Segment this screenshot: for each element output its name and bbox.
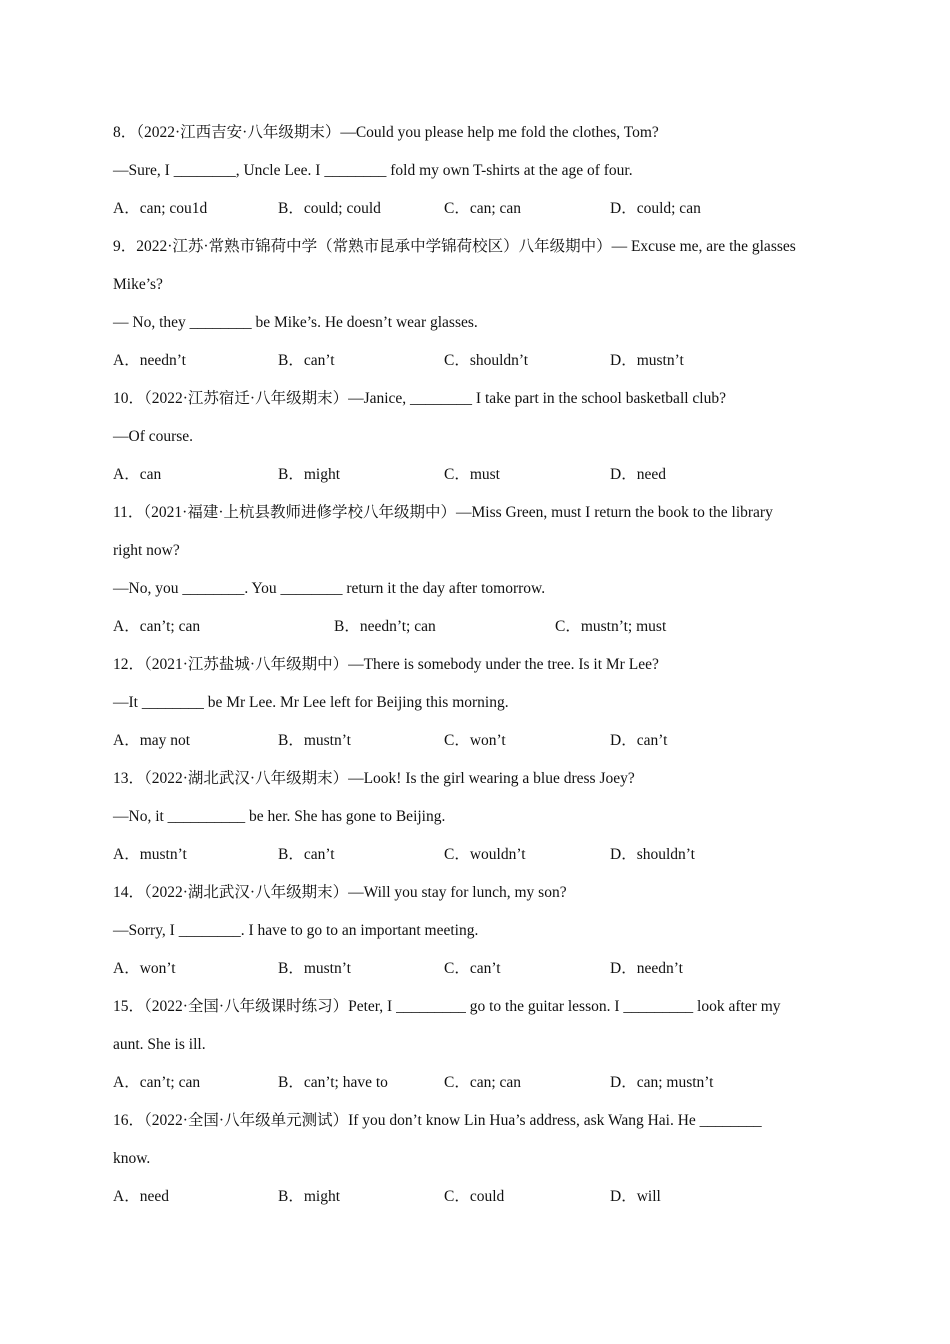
option-d: D．needn’t <box>610 960 683 977</box>
option-a: A．won’t <box>113 960 176 977</box>
option-b: B．mustn’t <box>278 732 351 749</box>
option-d: D．could; can <box>610 200 701 217</box>
option-c: C．can’t <box>444 960 501 977</box>
option-b: B．might <box>278 1188 341 1205</box>
question-10-answer-line: —Of course. <box>113 428 194 445</box>
option-b: B．can’t <box>278 352 335 369</box>
question-14-answer-line: —Sorry, I ________. I have to go to an important meeting. <box>113 922 479 939</box>
option-a: A．can <box>113 466 162 483</box>
question-16-options <box>113 1186 840 1208</box>
option-b: B．needn’t; can <box>334 618 436 635</box>
question-12-stem: 12．（2021·江苏盐城·八年级期中）—There is somebody under the tree. Is it Mr Lee? <box>113 656 659 673</box>
option-c: C．mustn’t; must <box>555 618 667 635</box>
question-11-answer-line: —No, you ________. You ________ return it the day after tomorrow. <box>113 580 546 597</box>
question-9-stem: 9．2022·江苏·常熟市锦荷中学（常熟市昆承中学锦荷校区）八年级期中）— Excuse me, are the glasses <box>113 238 796 255</box>
option-c: C．must <box>444 466 500 483</box>
question-13-options <box>113 844 840 866</box>
option-c: C．won’t <box>444 732 506 749</box>
question-9-answer-line: — No, they ________ be Mike’s. He doesn’t wear glasses. <box>113 314 478 331</box>
option-a: A．needn’t <box>113 352 186 369</box>
question-16-stem-continued: know. <box>113 1150 151 1167</box>
question-11-stem-continued: right now? <box>113 542 180 559</box>
question-11-options <box>113 616 840 638</box>
question-12-answer-line: —It ________ be Mr Lee. Mr Lee left for Beijing this morning. <box>113 694 509 711</box>
option-a: A．mustn’t <box>113 846 187 863</box>
question-9-stem-continued: Mike’s? <box>113 276 163 293</box>
option-c: C．could <box>444 1188 505 1205</box>
question-10-options <box>113 464 840 486</box>
question-15-stem: 15．（2022·全国·八年级课时练习）Peter, I _________ go to the guitar lesson. I _________ look after my <box>113 998 781 1015</box>
question-14-stem: 14．（2022·湖北武汉·八年级期末）—Will you stay for lunch, my son? <box>113 884 567 901</box>
option-b: B．can’t; have to <box>278 1074 388 1091</box>
option-d: D．shouldn’t <box>610 846 695 863</box>
question-15-options <box>113 1072 840 1094</box>
question-16-stem: 16．（2022·全国·八年级单元测试）If you don’t know Lin Hua’s address, ask Wang Hai. He ________ <box>113 1112 762 1129</box>
option-d: D．can’t <box>610 732 668 749</box>
question-13-stem: 13．（2022·湖北武汉·八年级期末）—Look! Is the girl wearing a blue dress Joey? <box>113 770 635 787</box>
option-a: A．may not <box>113 732 191 749</box>
option-d: D．mustn’t <box>610 352 684 369</box>
option-c: C．wouldn’t <box>444 846 526 863</box>
question-11-stem: 11．（2021·福建·上杭县教师进修学校八年级期中）—Miss Green, must I return the book to the library <box>113 504 773 521</box>
question-8-answer-line: —Sure, I ________, Uncle Lee. I ________ fold my own T-shirts at the age of four. <box>113 162 633 179</box>
option-b: B．might <box>278 466 341 483</box>
question-10-stem: 10．（2022·江苏宿迁·八年级期末）—Janice, ________ I take part in the school basketball club? <box>113 390 726 407</box>
question-13-answer-line: —No, it __________ be her. She has gone to Beijing. <box>113 808 446 825</box>
question-15-stem-continued: aunt. She is ill. <box>113 1036 206 1053</box>
option-b: B．could; could <box>278 200 381 217</box>
question-14-options <box>113 958 840 980</box>
option-b: B．can’t <box>278 846 335 863</box>
question-8-stem: 8．（2022·江西吉安·八年级期末）—Could you please help me fold the clothes, Tom? <box>113 124 659 141</box>
question-9-options <box>113 350 840 372</box>
option-a: A．need <box>113 1188 169 1205</box>
option-d: D．can; mustn’t <box>610 1074 714 1091</box>
option-d: D．need <box>610 466 666 483</box>
option-c: C．can; can <box>444 1074 522 1091</box>
option-a: A．can’t; can <box>113 618 201 635</box>
option-a: A．can’t; can <box>113 1074 201 1091</box>
option-d: D．will <box>610 1188 661 1205</box>
option-c: C．can; can <box>444 200 522 217</box>
option-c: C．shouldn’t <box>444 352 529 369</box>
option-a: A．can; cou1d <box>113 200 208 217</box>
option-b: B．mustn’t <box>278 960 351 977</box>
question-12-options <box>113 730 840 752</box>
question-8-options <box>113 198 840 220</box>
